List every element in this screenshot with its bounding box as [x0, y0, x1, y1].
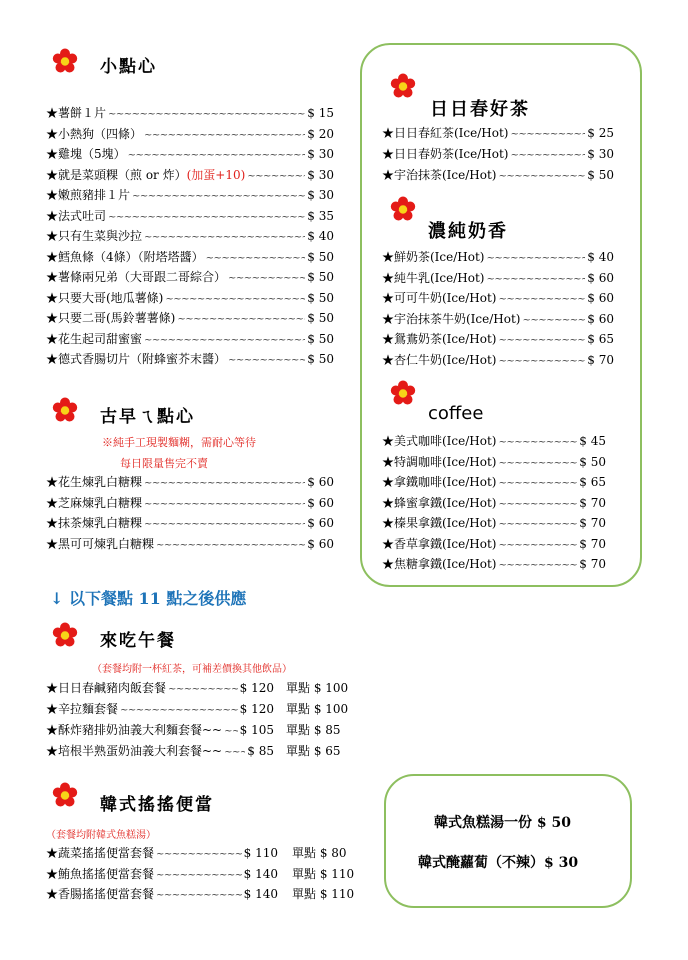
combo-item [46, 867, 278, 883]
sides-panel [384, 774, 632, 908]
menu-item-name: ★宇治抹茶(Ice/Hot) [382, 168, 497, 182]
menu-item-name: ★鱈魚條（4條）（附塔塔醬） [46, 249, 204, 264]
menu-item [382, 434, 606, 450]
bento-note: （套餐均附韓式魚糕湯） [46, 830, 156, 841]
menu-item-price: $ 50 [307, 311, 334, 325]
menu-item [382, 353, 614, 369]
combo-item [46, 887, 278, 903]
combo-item [46, 723, 274, 739]
menu-item-price: $ 60 [587, 291, 614, 305]
menu-item [382, 168, 614, 184]
leader-dots [156, 539, 305, 553]
menu-item-name: ★黑可可煉乳白糖粿 [46, 536, 155, 551]
menu-item-name: ★薯餅１片 [46, 106, 107, 120]
menu-item-price: $ 70 [579, 495, 606, 510]
single-price: 單點 $ 100 [286, 681, 349, 695]
menu-item-name: ★花生煉乳白糖粿 [46, 475, 143, 489]
menu-item [382, 312, 614, 328]
menu-item-name: ★薯條兩兄弟（大哥跟二哥綜合） [46, 270, 227, 284]
menu-item-name: ★花生起司甜蜜蜜 [46, 331, 143, 346]
menu-item-price: $ 60 [307, 495, 334, 510]
leader-dots [108, 108, 305, 122]
menu-item [46, 537, 334, 553]
leader-dots [224, 725, 238, 739]
menu-item-name: ★芝麻煉乳白糖粿 [46, 495, 143, 510]
menu-item [382, 147, 614, 163]
menu-item-name: ★德式香腸切片（附蜂蜜芥末醬） [46, 352, 227, 366]
combo-item-price: $ 85 [247, 744, 274, 758]
tea-title: 日日春好茶 [430, 99, 530, 120]
menu-item-name: ★嫩煎豬排１片 [46, 188, 131, 202]
flower-icon [390, 73, 416, 99]
leader-dots [486, 273, 585, 287]
menu-item-name: ★抹茶煉乳白糖粿 [46, 516, 143, 530]
leader-dots [128, 149, 306, 163]
flower-icon [390, 380, 416, 406]
menu-item-price: $ 70 [587, 352, 614, 367]
combo-item [46, 681, 274, 697]
leader-dots [144, 129, 305, 143]
menu-item [46, 516, 334, 532]
leader-dots [498, 436, 577, 450]
menu-item [46, 332, 334, 348]
menu-item [382, 250, 614, 266]
menu-item-name: ★日日春奶茶(Ice/Hot) [382, 147, 509, 161]
menu-item-name: ★蜂蜜拿鐵(Ice/Hot) [382, 495, 497, 510]
menu-item-name: ★美式咖啡(Ice/Hot) [382, 434, 497, 448]
single-price: 單點 $ 110 [292, 866, 355, 881]
menu-item-name: ★只要大哥(地瓜薯條) [46, 290, 164, 305]
menu-item-name: ★雞塊（5塊） [46, 147, 126, 161]
menu-item-name: ★鴛鴦奶茶(Ice/Hot) [382, 332, 497, 346]
menu-item [382, 126, 614, 142]
leader-dots [510, 149, 585, 163]
combo-item-name: ★培根半熟蛋奶油義大利套餐~~ [46, 744, 223, 758]
combo-item-name: ★蔬菜搖搖便當套餐 [46, 846, 155, 860]
oldtime-title: 古早ㄟ點心 [100, 407, 195, 427]
pickled-radish-side: 韓式醃蘿蔔（不辣）$ 30 [418, 855, 579, 871]
menu-item-name: ★就是菜頭粿（煎 or 炸） [46, 167, 187, 182]
single-price: 單點 $ 85 [286, 723, 341, 737]
leader-dots [498, 518, 577, 532]
leader-dots [177, 313, 305, 327]
lunch-note: （套餐均附一杯紅茶，可補差價換其他飲品） [92, 664, 292, 675]
menu-item-name: ★可可牛奶(Ice/Hot) [382, 291, 497, 305]
single-price: 單點 $ 110 [292, 887, 355, 901]
flower-icon [390, 196, 416, 222]
leader-dots [108, 211, 305, 225]
combo-item [46, 702, 274, 718]
menu-item [382, 475, 606, 491]
leader-dots [144, 518, 305, 532]
combo-item [46, 744, 274, 760]
menu-item [46, 250, 334, 266]
menu-item [382, 455, 606, 471]
menu-item-price: $ 50 [579, 454, 606, 469]
menu-item-name: ★只要二哥(馬鈴薯薯條) [46, 311, 176, 325]
menu-item-name: ★宇治抹茶牛奶(Ice/Hot) [382, 311, 521, 326]
combo-item-price: $ 120 [239, 702, 274, 716]
flower-icon [52, 48, 78, 74]
menu-item [46, 311, 334, 327]
leader-dots [498, 457, 577, 471]
menu-item [46, 496, 334, 512]
menu-item-name: ★鮮奶茶(Ice/Hot) [382, 250, 485, 264]
leader-dots [498, 559, 577, 573]
snacks-title: 小點心 [100, 57, 157, 77]
lunch-time-banner: ↓ 以下餐點 11 點之後供應 [50, 589, 247, 608]
menu-item-price: $ 70 [579, 536, 606, 551]
menu-item-name: ★純牛乳(Ice/Hot) [382, 270, 485, 285]
leader-dots [144, 334, 305, 348]
menu-item [46, 147, 334, 163]
oldtime-note-1: ※純手工現製麵糊，需耐心等待 [102, 436, 256, 449]
menu-item-extra: (加蛋+10) [186, 167, 246, 182]
combo-item-name: ★鮪魚搖搖便當套餐 [46, 866, 155, 881]
menu-item-price: $ 60 [307, 516, 334, 530]
menu-item-price: $ 45 [579, 434, 606, 448]
menu-item [382, 332, 614, 348]
menu-item-price: $ 30 [307, 188, 334, 202]
menu-item-price: $ 60 [587, 270, 614, 285]
menu-item-price: $ 50 [307, 290, 334, 305]
leader-dots [165, 293, 305, 307]
combo-item-price: $ 140 [243, 887, 278, 901]
leader-dots [144, 498, 305, 512]
lunch-title: 來吃午餐 [100, 631, 176, 651]
oldtime-note-2: 每日限量售完不賣 [120, 457, 208, 470]
leader-dots [228, 272, 305, 286]
combo-item-name: ★辛拉麵套餐 [46, 702, 119, 716]
menu-item-price: $ 30 [587, 147, 614, 161]
fishcake-soup-side: 韓式魚糕湯一份 $ 50 [434, 815, 571, 831]
leader-dots [498, 355, 585, 369]
menu-item-name: ★榛果拿鐵(Ice/Hot) [382, 516, 497, 530]
menu-item-price: $ 65 [587, 332, 614, 346]
combo-item-name: ★香腸搖搖便當套餐 [46, 887, 155, 901]
menu-item [46, 168, 334, 184]
leader-dots [522, 314, 585, 328]
menu-item-price: $ 20 [307, 126, 334, 141]
menu-item [382, 271, 614, 287]
menu-item [382, 496, 606, 512]
menu-item-price: $ 50 [307, 249, 334, 264]
leader-dots [120, 704, 238, 718]
leader-dots [228, 354, 305, 368]
leader-dots [206, 252, 306, 266]
combo-item-name: ★酥炸豬排奶油義大利麵套餐~~ [46, 723, 223, 737]
menu-item-price: $ 50 [307, 270, 334, 284]
leader-dots [156, 889, 242, 903]
menu-item-price: $ 35 [307, 208, 334, 223]
menu-item [382, 516, 606, 532]
menu-item-name: ★只有生菜與沙拉 [46, 229, 143, 243]
coffee-title: coffee [428, 403, 484, 424]
leader-dots [144, 231, 305, 245]
menu-item-name: ★法式吐司 [46, 208, 107, 223]
leader-dots [156, 869, 242, 883]
combo-item-name: ★日日春鹹豬肉飯套餐 [46, 681, 167, 695]
leader-dots [168, 683, 238, 697]
bento-title: 韓式搖搖便當 [100, 795, 214, 815]
menu-item-price: $ 50 [587, 168, 614, 182]
leader-dots [224, 746, 245, 760]
menu-item-price: $ 70 [579, 557, 606, 571]
leader-dots [498, 498, 577, 512]
leader-dots [498, 539, 577, 553]
menu-item-price: $ 60 [587, 311, 614, 326]
menu-item-name: ★日日春紅茶(Ice/Hot) [382, 126, 509, 140]
menu-item [46, 106, 334, 122]
combo-item-price: $ 120 [239, 681, 274, 695]
menu-item-price: $ 50 [307, 352, 334, 366]
flower-icon [52, 782, 78, 808]
menu-item [46, 270, 334, 286]
combo-item-price: $ 140 [243, 866, 278, 881]
single-price: 單點 $ 65 [286, 744, 341, 758]
flower-icon [52, 397, 78, 423]
leader-dots [498, 293, 585, 307]
leader-dots [156, 848, 242, 862]
menu-item-price: $ 40 [587, 250, 614, 264]
menu-item [382, 537, 606, 553]
menu-item-price: $ 25 [587, 126, 614, 140]
menu-item-price: $ 30 [307, 167, 334, 182]
menu-item [46, 188, 334, 204]
leader-dots [498, 334, 585, 348]
menu-item-name: ★小熱狗（四條） [46, 126, 143, 141]
menu-item [46, 291, 334, 307]
menu-item [46, 229, 334, 245]
leader-dots [498, 170, 585, 184]
leader-dots [247, 170, 305, 184]
single-price: 單點 $ 100 [286, 702, 349, 716]
menu-item-name: ★杏仁牛奶(Ice/Hot) [382, 352, 497, 367]
leader-dots [132, 190, 305, 204]
milk-title: 濃純奶香 [428, 221, 508, 242]
menu-item-name: ★拿鐵咖啡(Ice/Hot) [382, 475, 497, 489]
combo-item [46, 846, 278, 862]
menu-item-name: ★香草拿鐵(Ice/Hot) [382, 536, 497, 551]
leader-dots [144, 477, 305, 491]
menu-item [46, 352, 334, 368]
menu-item-price: $ 60 [307, 536, 334, 551]
menu-item-price: $ 70 [579, 516, 606, 530]
leader-dots [510, 128, 585, 142]
leader-dots [498, 477, 577, 491]
menu-item [46, 475, 334, 491]
menu-item-price: $ 65 [579, 475, 606, 489]
menu-item-price: $ 60 [307, 475, 334, 489]
combo-item-price: $ 110 [243, 846, 278, 860]
menu-item [382, 557, 606, 573]
menu-item-name: ★特調咖啡(Ice/Hot) [382, 454, 497, 469]
menu-item [46, 209, 334, 225]
menu-item-price: $ 50 [307, 331, 334, 346]
menu-item-price: $ 40 [307, 229, 334, 243]
leader-dots [486, 252, 585, 266]
flower-icon [52, 622, 78, 648]
menu-item [382, 291, 614, 307]
combo-item-price: $ 105 [239, 723, 274, 737]
menu-item [46, 127, 334, 143]
menu-item-price: $ 30 [307, 147, 334, 161]
single-price: 單點 $ 80 [292, 846, 347, 860]
menu-item-price: $ 15 [307, 106, 334, 120]
menu-item-name: ★焦糖拿鐵(Ice/Hot) [382, 557, 497, 571]
